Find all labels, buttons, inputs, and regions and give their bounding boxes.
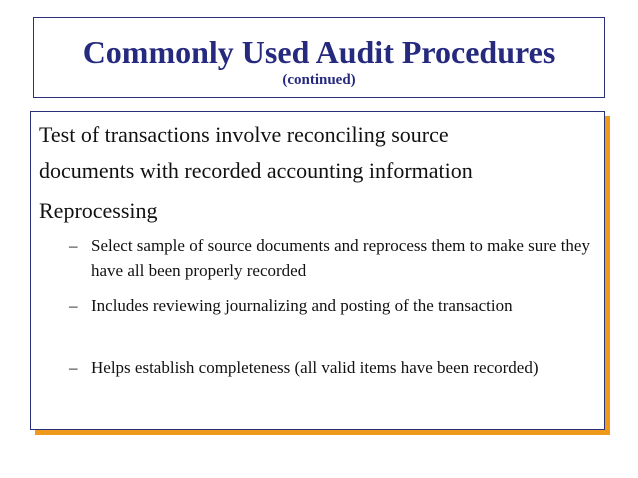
paragraph-line-2: documents with recorded accounting information bbox=[39, 158, 473, 183]
title-box bbox=[33, 17, 605, 98]
content-box bbox=[30, 111, 605, 430]
slide-title: Commonly Used Audit Procedures bbox=[82, 34, 556, 70]
dash-bullet: – bbox=[69, 236, 78, 255]
paragraph-line-1: Test of transactions involve reconciling source bbox=[39, 122, 449, 147]
sub-item-text: Select sample of source documents and reprocess them to make sure they have all been properly recorded bbox=[91, 236, 590, 280]
dash-bullet: – bbox=[69, 358, 78, 377]
sub-item-text: Includes reviewing journalizing and posting of the transaction bbox=[91, 296, 513, 315]
slide-subtitle: (continued) bbox=[282, 72, 356, 88]
heading-reprocessing: Reprocessing bbox=[39, 198, 158, 223]
dash-bullet: – bbox=[69, 296, 78, 315]
sub-item-text: Helps establish completeness (all valid items have been recorded) bbox=[91, 358, 539, 377]
